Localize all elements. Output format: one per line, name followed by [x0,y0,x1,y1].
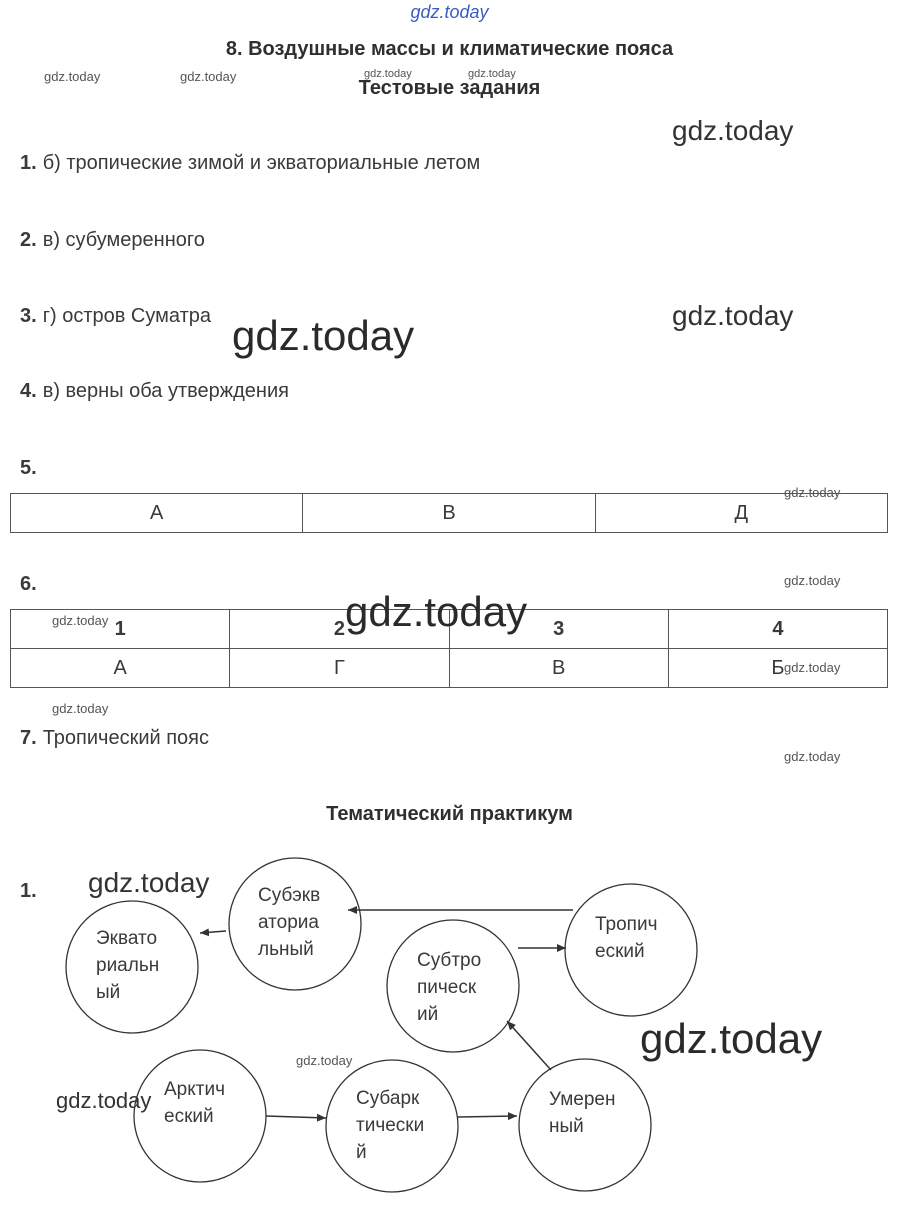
arrow-subarctic-to-temperate [458,1116,517,1117]
answer-text: г) остров Суматра [42,305,211,327]
answer-text: в) субумеренного [42,229,205,251]
answer-number: 2. [20,229,37,251]
node-subarctic [326,1060,458,1192]
watermark: gdz.today [296,1053,353,1068]
node-text: Субтро [417,950,482,971]
watermark: gdz.today [345,588,528,635]
answer-text: Тропический пояс [42,727,210,749]
climate-zone-diagram [0,840,899,1207]
node-text: риальн [96,955,160,976]
node-text: тически [356,1115,425,1136]
answer-number: 7. [20,727,37,749]
node-text: пическ [417,977,477,998]
answer-number: 5. [20,457,37,479]
node-text: Эквато [96,928,158,949]
arrow-temperate-to-subtropical [507,1021,551,1070]
node-text: льный [258,939,314,960]
table-cell: Г [230,649,449,688]
watermark: gdz.today [88,867,210,898]
practicum-number: 1. [20,880,37,902]
node-subtropical [387,920,519,1052]
table-cell: В [449,649,668,688]
arrow-subequatorial-to-equatorial [200,931,226,933]
watermark: gdz.today [56,1088,152,1113]
watermark: gdz.today [180,69,237,84]
node-text: еский [164,1106,214,1127]
watermark: gdz.today [784,660,841,675]
watermark: gdz.today [784,485,841,500]
table-header-cell: 1 [11,610,230,649]
answer-number: 4. [20,380,37,402]
node-text: ый [96,982,121,1003]
table-header-cell: 2 [230,610,449,649]
node-temperate [519,1059,651,1191]
answer-number: 1. [20,152,37,174]
node-text: й [356,1142,367,1163]
answer-2 [20,229,205,252]
practicum-title: Тематический практикум [326,803,573,825]
answer-text: в) верны оба утверждения [42,380,289,402]
watermark: gdz.today [232,312,415,359]
watermark-top: gdz.today [410,2,489,22]
watermark: gdz.today [640,1015,823,1062]
table-cell: В [303,494,595,533]
table-header-cell: 4 [668,610,887,649]
answer-5 [20,457,37,480]
node-text: Арктич [164,1079,225,1100]
answer-text: б) тропические зимой и экваториальные летом [42,152,481,174]
answer-7 [20,727,209,750]
answer-3 [20,305,211,328]
node-text: Субарк [356,1088,420,1109]
arrow-arctic-to-subarctic [266,1116,326,1118]
table-header-cell: 3 [449,610,668,649]
answer-4 [20,380,289,403]
answer-number: 3. [20,305,37,327]
answer-number: 6. [20,573,37,595]
table-cell: А [11,494,303,533]
node-text: аториа [258,912,319,933]
node-equatorial [66,901,198,1033]
watermark: gdz.today [784,749,841,764]
answer-table-5 [10,493,888,533]
node-text: ный [549,1116,584,1137]
node-text: еский [595,941,645,962]
node-arctic [134,1050,266,1182]
watermark: gdz.today [672,300,794,331]
watermark: gdz.today [44,69,101,84]
node-tropical [565,884,697,1016]
watermark: gdz.today [52,701,109,716]
section-title: Тестовые задания [358,77,541,99]
node-subequatorial [229,858,361,990]
watermark: gdz.today [468,68,516,80]
watermark: gdz.today [52,613,109,628]
node-text: Тропич [595,914,658,935]
watermark: gdz.today [784,573,841,588]
watermark: gdz.today [364,68,412,80]
table-cell: Б [668,649,887,688]
watermark: gdz.today [672,115,794,146]
node-text: ий [417,1004,439,1025]
table-cell: Д [595,494,887,533]
node-text: Умерен [549,1089,616,1110]
answer-6 [20,573,37,596]
node-text: Субэкв [258,885,321,906]
table-cell: А [11,649,230,688]
answer-1 [20,152,480,175]
page-title: 8. Воздушные массы и климатические пояса [225,38,674,60]
